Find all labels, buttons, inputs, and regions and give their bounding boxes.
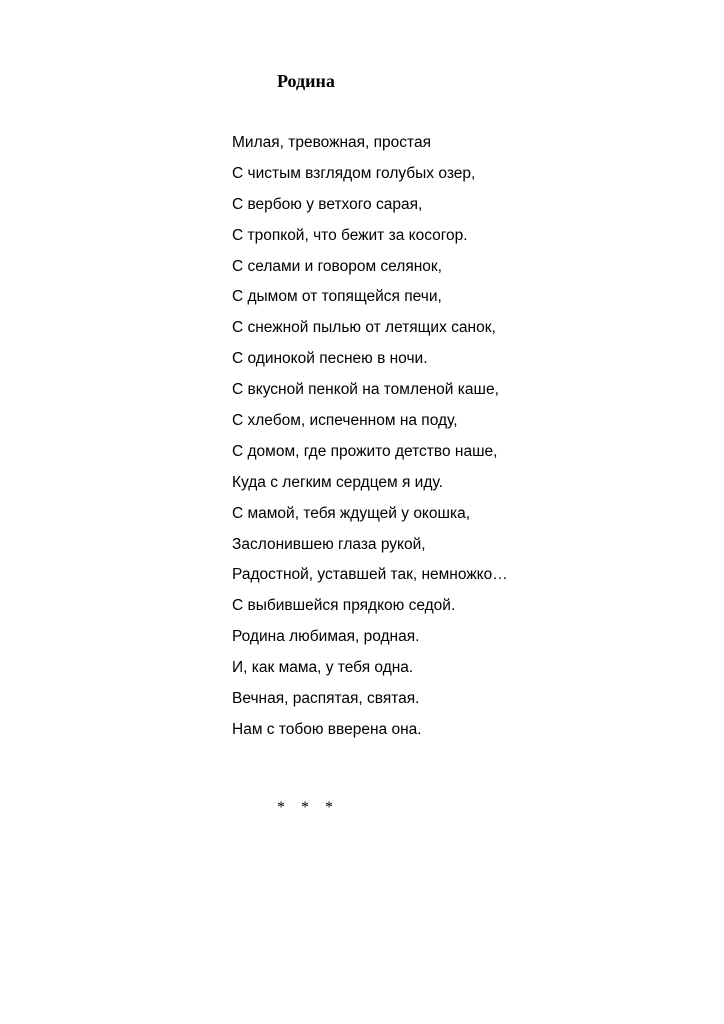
poem-line: С выбившейся прядкою седой. [232, 597, 456, 615]
poem-line: Нам с тобою вверена она. [232, 720, 422, 738]
poem-line: И, как мама, у тебя одна. [232, 659, 414, 677]
poem-line: С домом, где прожито детство наше, [232, 442, 498, 460]
poem-line: С тропкой, что бежит за косогор. [232, 226, 468, 244]
poem-line: С селами и говором селянок, [232, 257, 442, 275]
poem-line: С вербою у ветхого сарая, [232, 195, 423, 213]
poem-line: С хлебом, испеченном на поду, [232, 412, 458, 430]
poem-line: Родина любимая, родная. [232, 628, 420, 646]
poem-body [232, 128, 508, 746]
section-separator: * * * [277, 799, 333, 816]
poem-line: С снежной пылью от летящих санок, [232, 319, 496, 337]
poem-line: Заслонившею глаза рукой, [232, 535, 426, 553]
poem-line: Радостной, уставшей так, немножко… [232, 566, 508, 584]
poem-line: С дымом от топящейся печи, [232, 288, 442, 306]
poem-line: Милая, тревожная, простая [232, 134, 431, 151]
poem-line: С мамой, тебя ждущей у окошка, [232, 504, 470, 522]
poem-line: С вкусной пенкой на томленой каше, [232, 381, 499, 399]
poem-line: С одинокой песнею в ночи. [232, 350, 428, 368]
poem-line: Вечная, распятая, святая. [232, 690, 420, 708]
poem-line: Куда с легким сердцем я иду. [232, 473, 443, 491]
poem-line: С чистым взглядом голубых озер, [232, 164, 476, 182]
poem-title: Родина [277, 71, 335, 91]
